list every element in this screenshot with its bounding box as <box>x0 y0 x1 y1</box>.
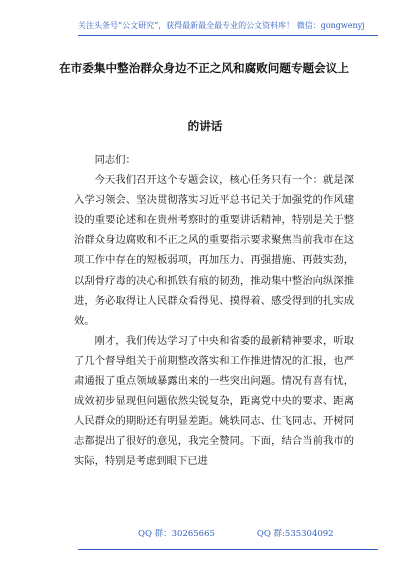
header-note: 关注头条号“公文研究”，获得最新最全最专业的公文资料库！ 微信：gongwenyj <box>78 21 365 30</box>
paragraph-2: 刚才，我们传达学习了中央和省委的最新精神要求，听取了几个督导组关于前期整改落实和工作推进情况的汇报，也严肃通报了重点领域暴露出来的一些突出问题。情况有喜有忧，成效初步显现但问题依然尖锐复杂，距离党中央的要求、距离人民群众的期盼还有明显差距。姚轶同志、仕飞同志、开树同志都提出了很好的意见，我完全赞同。下面，结合当前我市的实际，特别是考虑到眼下已进 <box>74 334 354 468</box>
footer-divider <box>78 549 378 550</box>
document-title-line-2: 的讲话 <box>187 119 223 133</box>
header-divider <box>78 35 378 36</box>
salutation: 同志们： <box>94 154 136 166</box>
footer-qq-group-1: QQ 群：30265665 <box>138 529 215 539</box>
footer-contact <box>138 526 334 542</box>
document-body <box>74 150 354 472</box>
paragraph-1: 今天我们召开这个专题会议，核心任务只有一个：就是深入学习领会、坚决贯彻落实习近平总书记关于加强党的作风建设的重要论述和在贵州考察时的重要讲话精神，特别是关于整治群众身边腐败和不正之风的重要指示要求聚焦当前我市在这项工作中存在的短板弱项，再加压力、再强措施、再鼓实劲，以刮骨疗毒的决心和抓铁有痕的韧劲，推动集中整治向纵深推进，务必取得让人民群众看得见、摸得着、感受得到的扎实成效。 <box>74 174 354 327</box>
footer-qq-group-2: QQ 群:535304092 <box>256 529 334 539</box>
document-title-line-1: 在市委集中整治群众身边不正之风和腐败问题专题会议上 <box>59 61 349 75</box>
